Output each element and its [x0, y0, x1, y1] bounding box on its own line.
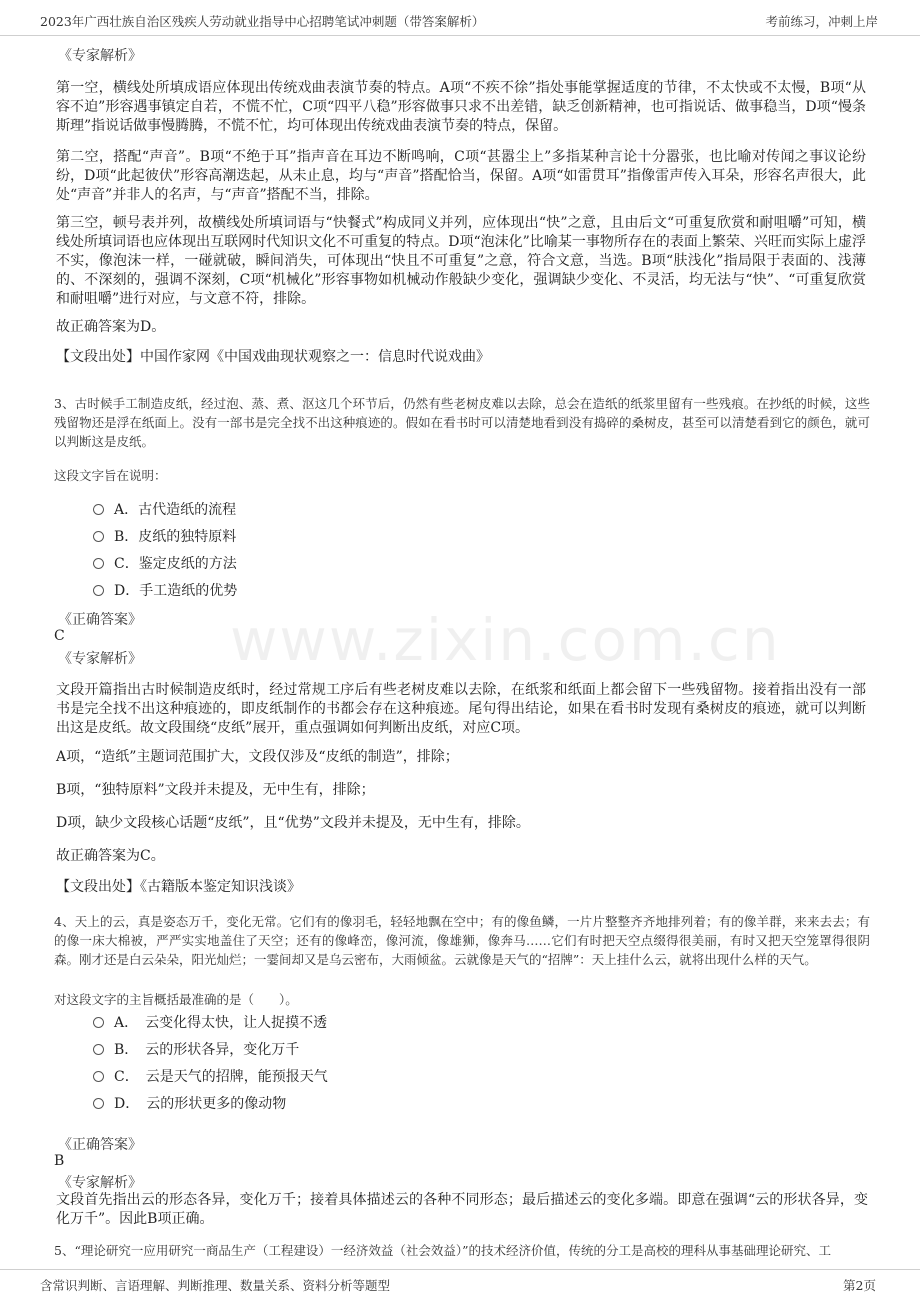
- analysis-paragraph: B项，“独特原料”文段并未提及，无中生有，排除；: [56, 782, 375, 798]
- analysis-paragraph: D项，缺少文段核心话题“皮纸”，且“优势”文段并未提及，无中生有，排除。: [56, 815, 530, 831]
- question-stem: 5、“理论研究一应用研究一商品生产（工程建设）一经济效益（社会效益）”的技术经济价值，传统的分工是高校的理科从事基础理论研究、工: [54, 1243, 831, 1258]
- page-header: [0, 0, 920, 36]
- analysis-label: 《专家解析》: [58, 48, 142, 64]
- analysis-paragraph: 第三空，顿号表并列，故横线处所填词语与“快餐式”构成同义并列，应体现出“快”之意，且由后文“可重复欣赏和耐咀嚼”可知，横线处所填词语也应体现出互联网时代知识文化不可重复的特点。D项“泡沫化”比喻某一事物所存在的表面上繁荣、兴旺而实际上虚浮不实，像泡沫一样，一碰就破，瞬间消失，可体现出“快且不可重复”之意，符合文意，当选。B项“肤浅化”指局限于表面的、浅薄的、不深刻的，强调不深刻，C项“机械化”形容事物如机械动作般缺少变化，强调缺少变化、不灵活，均无法与“快”、“可重复欣赏和耐咀嚼”进行对应，与文意不符，排除。: [56, 215, 866, 307]
- page-footer: [0, 1269, 920, 1302]
- radio-icon[interactable]: [93, 504, 104, 515]
- option-c[interactable]: C．鉴定皮纸的方法: [93, 553, 237, 573]
- option-d[interactable]: D． 云的形状更多的像动物: [93, 1093, 286, 1113]
- page-number: 第2页: [843, 1278, 876, 1293]
- correct-answer: C: [54, 628, 65, 644]
- question-prompt: 这段文字旨在说明：: [54, 468, 167, 483]
- option-c[interactable]: C． 云是天气的招牌，能预报天气: [93, 1066, 328, 1086]
- analysis-paragraph: A项，“造纸”主题词范围扩大，文段仅涉及“皮纸的制造”，排除；: [56, 749, 459, 765]
- source-citation: 【文段出处】中国作家网《中国戏曲现状观察之一：信息时代说戏曲》: [56, 349, 490, 365]
- header-slogan: 考前练习，冲刺上岸: [765, 14, 878, 29]
- source-citation: 【文段出处】《古籍版本鉴定知识浅谈》: [56, 879, 301, 895]
- radio-icon[interactable]: [93, 1098, 104, 1109]
- radio-icon[interactable]: [93, 531, 104, 542]
- correct-answer: B: [54, 1153, 65, 1169]
- option-b[interactable]: B． 云的形状各异，变化万千: [93, 1039, 299, 1059]
- analysis-paragraph: 文段首先指出云的形态各异，变化万千；接着具体描述云的各种不同形态；最后描述云的变化多端。即意在强调“云的形状各异，变化万千”。因此B项正确。: [56, 1192, 868, 1227]
- analysis-paragraph: 文段开篇指出古时候制造皮纸时，经过常规工序后有些老树皮难以去除，在纸浆和纸面上都会留下一些残留物。接着指出没有一部书是完全找不出这种痕迹的，即皮纸制作的书都会存在这种痕迹。尾句得出结论，如果在看书时发现有桑树皮的痕迹，就可以判断出这是皮纸。故文段围绕“皮纸”展开，重点强调如何判断出皮纸，对应C项。: [56, 682, 866, 736]
- analysis-label: 《专家解析》: [58, 651, 142, 667]
- question-stem: 4、天上的云，真是姿态万千，变化无常。它们有的像羽毛，轻轻地飘在空中；有的像鱼鳞，一片片整整齐齐地排列着；有的像羊群，来来去去；有的像一床大棉被，严严实实地盖住了天空；还有的像峰峦，像河流，像雄狮，像奔马……它们有时把天空点缀得很美丽，有时又把天空笼罩得很阴森。刚才还是白云朵朵，阳光灿烂；一霎间却又是乌云密布，大雨倾盆。云就像是天气的“招牌”：天上挂什么云，就将出现什么样的天气。: [54, 914, 870, 967]
- answer-label: 《正确答案》: [58, 1137, 142, 1153]
- radio-icon[interactable]: [93, 585, 104, 596]
- watermark: www.zixin.com.cn: [230, 606, 781, 674]
- question-prompt: 对这段文字的主旨概括最准确的是（ ）。: [54, 992, 298, 1007]
- option-a[interactable]: A． 云变化得太快，让人捉摸不透: [93, 1012, 327, 1032]
- footer-topics: 含常识判断、言语理解、判断推理、数量关系、资料分析等题型: [40, 1278, 391, 1293]
- document-title: 2023年广西壮族自治区残疾人劳动就业指导中心招聘笔试冲刺题（带答案解析）: [40, 14, 485, 29]
- radio-icon[interactable]: [93, 1017, 104, 1028]
- radio-icon[interactable]: [93, 1044, 104, 1055]
- option-d[interactable]: D．手工造纸的优势: [93, 580, 237, 600]
- conclusion: 故正确答案为C。: [56, 848, 165, 864]
- analysis-label: 《专家解析》: [58, 1175, 142, 1191]
- option-a[interactable]: A．古代造纸的流程: [93, 499, 236, 519]
- radio-icon[interactable]: [93, 558, 104, 569]
- conclusion: 故正确答案为D。: [56, 319, 166, 335]
- question-stem: 3、古时候手工制造皮纸，经过泡、蒸、煮、沤这几个环节后，仍然有些老树皮难以去除，总会在造纸的纸浆里留有一些残痕。在抄纸的时候，这些残留物还是浮在纸面上。没有一部书是完全找不出这种痕迹的。假如在看书时可以清楚地看到没有捣碎的桑树皮，甚至可以清楚看到它的颜色，就可以判断这是皮纸。: [54, 396, 870, 449]
- option-b[interactable]: B．皮纸的独特原料: [93, 526, 236, 546]
- radio-icon[interactable]: [93, 1071, 104, 1082]
- analysis-paragraph: 第二空，搭配“声音”。B项“不绝于耳”指声音在耳边不断鸣响，C项“甚嚣尘上”多指某种言论十分嚣张，也比喻对传闻之事议论纷纷，D项“此起彼伏”形容高潮迭起，从未止息，均与“声音”搭配恰当，保留。A项“如雷贯耳”指像雷声传入耳朵，形容名声很大，此处“声音”并非人的名声，与“声音”搭配不当，排除。: [56, 149, 866, 203]
- answer-label: 《正确答案》: [58, 612, 142, 628]
- analysis-paragraph: 第一空，横线处所填成语应体现出传统戏曲表演节奏的特点。A项“不疾不徐”指处事能掌握适度的节律，不太快或不太慢，B项“从容不迫”形容遇事镇定自若，不慌不忙，C项“四平八稳”形容做事只求不出差错，缺乏创新精神，也可指说话、做事稳当，D项“慢条斯理”指说话做事慢腾腾，不慌不忙，均可体现出传统戏曲表演节奏的特点，保留。: [56, 80, 866, 134]
